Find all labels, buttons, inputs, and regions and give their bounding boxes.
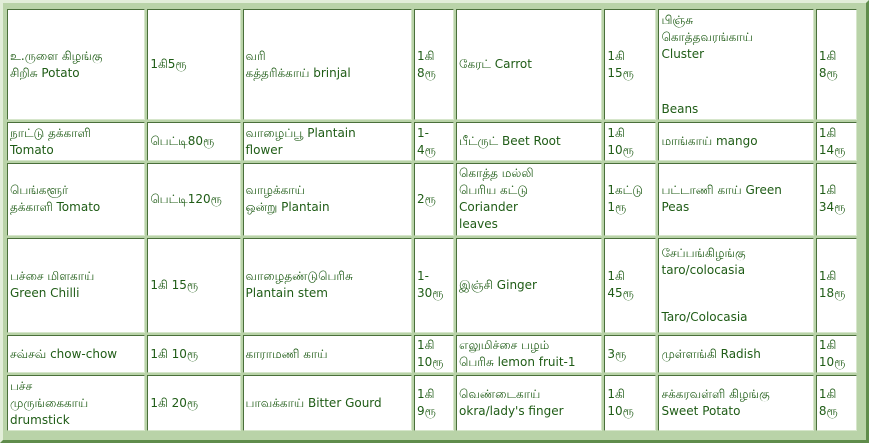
item-cell: பச்ச முருங்கைகாய் drumstick [7, 375, 145, 431]
item-cell: வாழக்காய் ஒன்று Plantain [243, 163, 412, 236]
item-cell: சக்கரவள்ளி கிழங்கு Sweet Potato [658, 375, 813, 431]
price-cell: 1கி 9ரூ [414, 375, 454, 431]
price-cell: 1கி 34ரூ [816, 163, 857, 236]
item-cell [658, 9, 813, 120]
item-cell: முள்ளங்கி Radish [658, 335, 813, 373]
price-cell: 3ரூ [604, 335, 656, 373]
price-cell: 1கி 10ரூ [414, 335, 454, 373]
price-cell: 1கி 10ரூ [604, 122, 656, 160]
item-cell: பச்சை மிளகாய் Green Chilli [7, 238, 145, 333]
price-cell: 1கி 8ரூ [816, 375, 857, 431]
item-cell-sub: Taro/Colocasia [661, 309, 748, 324]
item-cell: சவ்சவ் chow-chow [7, 335, 145, 373]
item-cell: உ.ருளை கிழங்கு சிறிசு Potato [7, 9, 145, 120]
item-cell: வாழைதண்டுபெரிசு Plantain stem [243, 238, 412, 333]
item-cell: பீட்ருட் Beet Root [456, 122, 602, 160]
price-cell: 1கட்டு 1ரூ [604, 163, 656, 236]
item-cell: பாவக்காய் Bitter Gourd [243, 375, 412, 431]
table-row [7, 9, 857, 120]
price-cell: 1கி5ரூ [147, 9, 240, 120]
item-cell: எலுமிச்சை பழம் பெரிசு lemon fruit-1 [456, 335, 602, 373]
item-cell: நாட்டு தக்காளி Tomato [7, 122, 145, 160]
table-row [7, 238, 857, 333]
table-row [7, 163, 857, 236]
item-cell: மாங்காய் mango [658, 122, 813, 160]
item-cell: பெங்களூர் தக்காளி Tomato [7, 163, 145, 236]
price-cell: பெட்டி120ரூ [147, 163, 240, 236]
item-cell-main: பிஞ்சு கொத்தவரங்காய் Cluster [661, 12, 753, 61]
item-cell: கொத்த மல்லி பெரிய கட்டு Coriander leaves [456, 163, 602, 236]
table-row [7, 375, 857, 431]
price-cell: 1கி 45ரூ [604, 238, 656, 333]
item-cell: கேரட் Carrot [456, 9, 602, 120]
price-cell: 1கி 8ரூ [816, 9, 857, 120]
price-cell: 1கி 18ரூ [816, 238, 857, 333]
price-cell: 1- 4ரூ [414, 122, 454, 160]
item-cell [658, 238, 813, 333]
item-cell-sub: Beans [661, 101, 699, 116]
item-cell: இஞ்சி Ginger [456, 238, 602, 333]
item-cell: பட்டாணி காய் Green Peas [658, 163, 813, 236]
item-cell: வரி கத்தரிக்காய் brinjal [243, 9, 412, 120]
item-cell: காராமணி காய் [243, 335, 412, 373]
price-cell: 1கி 14ரூ [816, 122, 857, 160]
price-cell: 1கி 8ரூ [414, 9, 454, 120]
price-cell: 1கி 20ரூ [147, 375, 240, 431]
table-row [7, 122, 857, 160]
price-cell: 1கி 10ரூ [816, 335, 857, 373]
price-cell: 2ரூ [414, 163, 454, 236]
price-cell: பெட்டி80ரூ [147, 122, 240, 160]
price-cell: 1கி 10ரூ [147, 335, 240, 373]
item-cell: வெண்டைகாய் okra/lady's finger [456, 375, 602, 431]
price-cell: 1கி 10ரூ [604, 375, 656, 431]
price-cell: 1கி 15ரூ [604, 9, 656, 120]
price-cell: 1கி 15ரூ [147, 238, 240, 333]
item-cell-main: சேப்பங்கிழங்கு taro/colocasia [661, 245, 746, 277]
price-cell: 1- 30ரூ [414, 238, 454, 333]
vegetable-price-table [5, 7, 859, 433]
item-cell: வாழைப்பூ Plantain flower [243, 122, 412, 160]
table-row [7, 335, 857, 373]
